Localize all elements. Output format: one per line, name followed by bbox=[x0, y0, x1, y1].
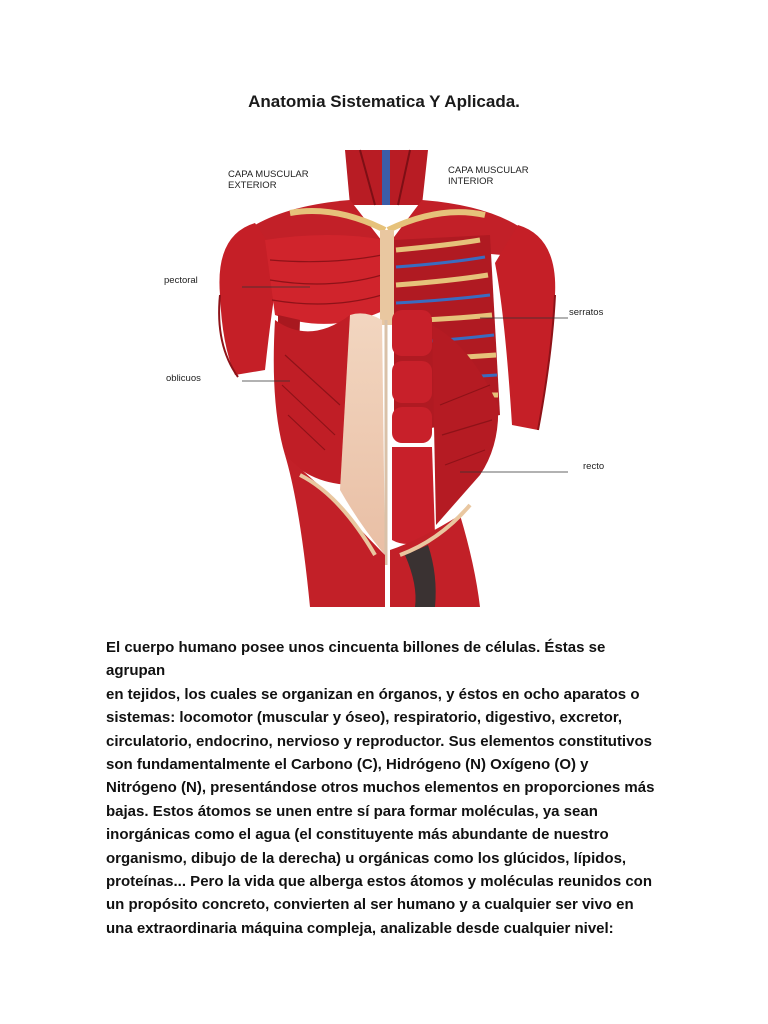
anatomy-figure bbox=[160, 145, 612, 607]
body-paragraph: El cuerpo humano posee unos cincuenta billones de células. Éstas se agrupan en tejidos, los cuales se organizan en órganos, y éstos en ocho aparatos o sistemas: locomotor (muscular y óseo), respiratorio, digestivo, excretor, circulatorio, endocrino, nervioso y reproductor. Sus elementos constitutivos son fundamentalmente el Carbono (C), Hidrógeno (N) Oxígeno (O) y Nitrógeno (N), presentándose otros muchos elementos en proporciones más bajas. Estos átomos se unen entre sí para formar moléculas, ya sean inorgánicas como el agua (el constituyente más abundante de nuestro organismo, dibujo de la derecha) u orgánicas como los glúcidos, lípidos, proteínas... Pero la vida que alberga estos átomos y moléculas reunidos con un propósito concreto, convierten al ser humano y a cualquier ser vivo en una extraordinaria máquina compleja, analizable desde cualquier nivel: bbox=[106, 639, 655, 937]
label-pectoral: pectoral bbox=[164, 275, 198, 286]
label-inner-muscle-layer: CAPA MUSCULAR INTERIOR bbox=[448, 165, 529, 187]
label-outer-muscle-layer: CAPA MUSCULAR EXTERIOR bbox=[228, 169, 309, 191]
label-serratos: serratos bbox=[569, 307, 604, 318]
label-recto: recto bbox=[583, 461, 605, 472]
torso-muscle-illustration bbox=[160, 145, 612, 607]
page-title: Anatomia Sistematica Y Aplicada. bbox=[248, 92, 520, 111]
label-oblicuos: oblicuos bbox=[166, 373, 201, 384]
